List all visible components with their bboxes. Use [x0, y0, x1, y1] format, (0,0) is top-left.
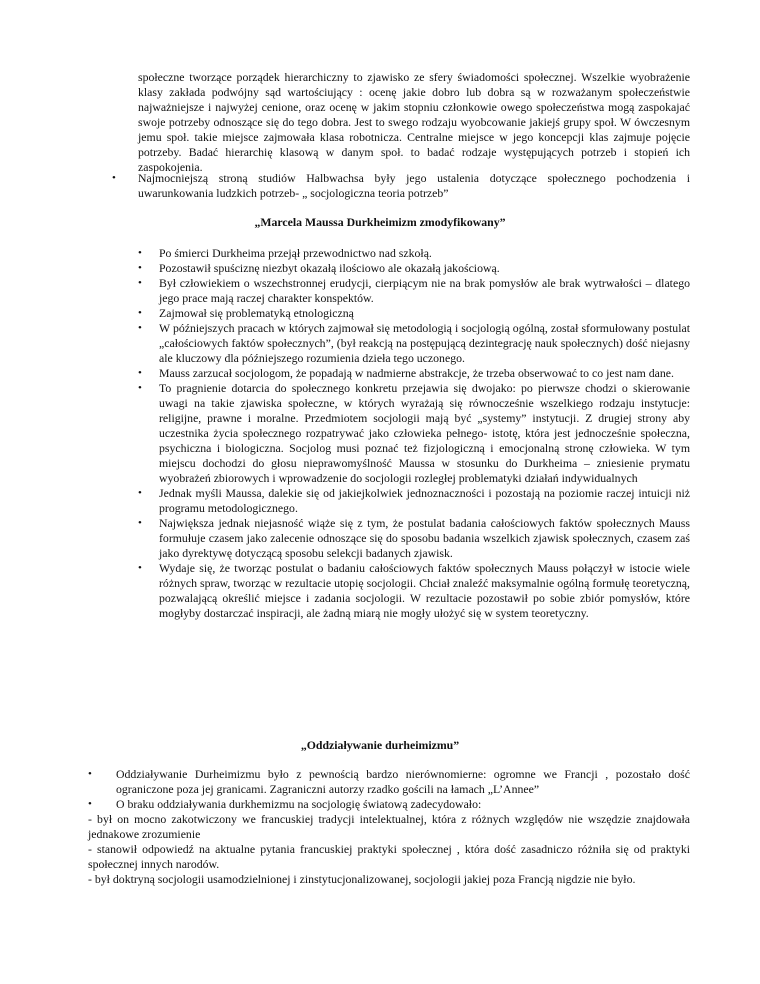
- list-item: [137, 561, 690, 621]
- halbwachs-list: [110, 171, 690, 201]
- list-item-text: Mauss zarzucał socjologom, że popadają w nadmierne abstrakcje, że trzeba obserwować to co jest nam dane.: [159, 366, 674, 380]
- list-item-text: Oddziaływanie Durheimizmu było z pewnością bardzo nierównomierne: ogromne we Francji , pozostało dość ograniczone poza jej granicami. Zagraniczni autorzy rzadko gościli na łamach „L’Annee”: [116, 767, 690, 796]
- list-item: [88, 797, 690, 812]
- list-item: [137, 306, 690, 321]
- list-item-text: Po śmierci Durkheima przejął przewodnictwo nad szkołą.: [159, 246, 432, 260]
- bullet-icon: •: [88, 798, 92, 810]
- bullet-icon: •: [138, 367, 142, 379]
- dash-item: - był doktryną socjologii usamodzielnionej i zinstytucjonalizowanej, socjologii jakiej poza Francją nigdzie nie było.: [88, 872, 636, 886]
- list-item: [137, 381, 690, 486]
- bullet-icon: •: [138, 247, 142, 259]
- list-item-text: Najmocniejszą stroną studiów Halbwachsa były jego ustalenia dotyczące społecznego pochodzenia i uwarunkowania ludzkich potrzeb- „ socjologiczna teoria potrzeb”: [138, 171, 690, 200]
- list-item: [137, 366, 690, 381]
- bullet-icon: •: [138, 262, 142, 274]
- list-item-text: Był człowiekiem o wszechstronnej erudycji, cierpiącym nie na brak pomysłów ale brak wytrwałości – dlatego jego prace mają raczej charakter konspektów.: [159, 276, 690, 305]
- dash-list: [88, 812, 690, 887]
- list-item-text: O braku oddziaływania durkhemizmu na socjologię światową zadecydowało:: [116, 797, 482, 811]
- bullet-icon: •: [138, 382, 142, 394]
- list-item-text: Wydaje się, że tworząc postulat o badaniu całościowych faktów społecznych Mauss połączył w istocie wiele różnych spraw, tworząc w rezultacie utopię socjologii. Chciał znaleźć maksymalnie ogólną formułę teoretyczną, pozwalającą określić miejsce i zadania socjologii. W rezultacie pozostawił po sobie zbiór pomysłów, które mogłyby dostarczać inspiracji, ale żadną miarą nie mogły ułożyć się w system teoretyczny.: [159, 561, 690, 620]
- list-item: [110, 171, 690, 201]
- list-item: [137, 516, 690, 561]
- bullet-icon: •: [88, 768, 92, 780]
- list-item: [88, 767, 690, 797]
- list-item-text: Największa jednak niejasność wiąże się z tym, że postulat badania całościowych faktów społecznych Mauss formułuje czasem jako zalecenie odnoszące się do sposobu badania wszelkich zjawisk społecznych, czasem zaś jako dyrektywę dotyczącą sposobu selekcji badanych zjawisk.: [159, 516, 690, 560]
- section-heading-oddzialywanie: „Oddziaływanie durheimizmu”: [300, 738, 460, 752]
- list-item-text: Jednak myśli Maussa, dalekie się od jakiejkolwiek jednoznaczności i pozostają na poziomie raczej intuicji niż programu metodologicznego.: [159, 486, 690, 515]
- bullet-icon: •: [138, 277, 142, 289]
- list-item-text: Pozostawił spuściznę niezbyt okazałą ilościowo ale okazałą jakościową.: [159, 261, 500, 275]
- list-item: [137, 321, 690, 366]
- list-item-text: W późniejszych pracach w których zajmował się metodologią i socjologią ogólną, został sformułowany postulat „całościowych faktów społecznych”, (był reakcją na postępującą dezintegrację nauk społecznych) dość niejasny ale kluczowy dla późniejszego rozumienia dzieła tego uczonego.: [159, 321, 690, 365]
- list-item: [137, 261, 690, 276]
- bullet-icon: •: [112, 172, 116, 184]
- list-item-text: Zajmował się problematyką etnologiczną: [159, 306, 354, 320]
- bullet-icon: •: [138, 487, 142, 499]
- dash-item: - był on mocno zakotwiczony we francuskiej tradycji intelektualnej, która z różnych względów nie wszędzie znajdowała jednakowe zrozumienie: [88, 812, 690, 841]
- intro-paragraph: społeczne tworzące porządek hierarchiczny to zjawisko ze sfery świadomości społecznej. Wszelkie wyobrażenie klasy zakłada podwójny sąd wartościujący : ocenę jakie dobro lub dobra są w rozważanym społeczeństwie najważniejsze i najwyżej cenione, oraz ocenę w jakim stopniu członkowie owego społeczeństwa mogą zaspokajać swoje potrzeby odnoszące się do tego dobra. Jest to swego rodzaju wyobcowanie jakiejś grupy społ. W ówczesnym jemu społ. takie miejsce zajmowała klasa robotnicza. Centralne miejsce w jego koncepcji klas zajmuje pojęcie potrzeby. Badać hierarchię klasową w danym społ. to badać rodzaje występujących potrzeb i stopień ich zaspokojenia.: [138, 70, 690, 174]
- oddzialywanie-list: [88, 767, 690, 812]
- list-item-text: To pragnienie dotarcia do społecznego konkretu przejawia się dwojako: po pierwsze chodzi o skierowanie uwagi na takie zjawiska społeczne, w których wyrażają się równocześnie wszelkiego rodzaju instytucje: religijne, prawne i moralne. Przedmiotem socjologii mają być „systemy” instytucji. Z drugiej strony aby uczestnika życia społecznego rozpatrywać jako człowieka pełnego- istotę, która jest jednocześnie społeczna, psychiczna i biologiczna. Socjolog musi poznać też fizjologiczną i emocjonalną stronę człowieka. W tym miejscu dochodzi do głosu nieprawomyślność Maussa w stosunku do Durkheima – zniesienie prymatu wyobrażeń zbiorowych i wprowadzenie do socjologii rozległej problematyki działań indywidualnych: [159, 381, 690, 485]
- list-item: [137, 276, 690, 306]
- mauss-list: [137, 246, 690, 621]
- section-heading-mauss: „Marcela Maussa Durkheimizm zmodyfikowany”: [254, 215, 506, 229]
- bullet-icon: •: [138, 517, 142, 529]
- bullet-icon: •: [138, 322, 142, 334]
- bullet-icon: •: [138, 562, 142, 574]
- list-item: [137, 486, 690, 516]
- list-item: [137, 246, 690, 261]
- dash-item: - stanowił odpowiedź na aktualne pytania francuskiej praktyki społecznej , która dość zasadniczo różniła się od praktyki społecznej innych narodów.: [88, 842, 690, 871]
- bullet-icon: •: [138, 307, 142, 319]
